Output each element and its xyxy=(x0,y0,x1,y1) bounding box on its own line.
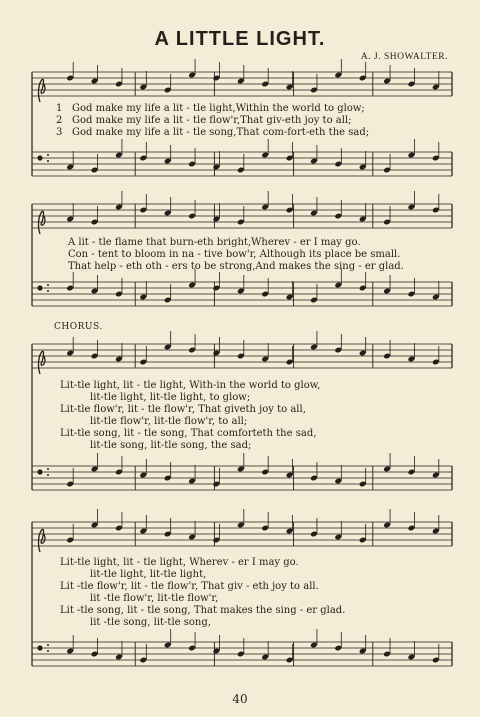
lyric-line: Lit -tle flow'r, lit - tle flow'r, That giv - eth joy to all. xyxy=(60,581,319,592)
lyric-line: Lit-tle light, lit - tle light, Wherev - er I may go. xyxy=(60,557,299,568)
chorus-label: CHORUS. xyxy=(54,322,103,332)
lyric-line: God make my life a lit - tle light,Within the world to glow; xyxy=(72,103,365,114)
composer-credit: A. J. SHOWALTER. xyxy=(360,52,448,62)
lyric-line: Lit-tle song, lit - tle song, That comforteth the sad, xyxy=(60,428,317,439)
bass-clef-icon xyxy=(47,160,49,162)
bass-clef-icon xyxy=(47,290,49,292)
lyric-line: lit -tle flow'r, lit-tle flow'r, xyxy=(90,593,219,604)
verse-number: 3 xyxy=(56,127,63,138)
lyric-line: Lit-tle light, lit - tle light, With-in the world to glow, xyxy=(60,380,321,391)
bass-clef-icon xyxy=(47,644,49,646)
bass-clef-icon xyxy=(37,645,42,650)
bass-clef-icon xyxy=(47,154,49,156)
bass-clef-icon xyxy=(47,474,49,476)
lyric-line: lit-tle light, lit-tle light, xyxy=(90,569,207,580)
lyric-line: God make my life a lit - tle flow'r,That giv-eth joy to all; xyxy=(72,115,352,126)
lyric-line: lit-tle flow'r, lit-tle flow'r, to all; xyxy=(90,416,248,427)
lyric-line: Lit -tle song, lit - tle song, That makes the sing - er glad. xyxy=(60,605,346,616)
lyric-line: lit -tle song, lit-tle song, xyxy=(90,617,211,628)
bass-clef-icon xyxy=(47,284,49,286)
treble-clef-icon xyxy=(38,351,44,374)
bass-clef-icon xyxy=(47,650,49,652)
lyric-line: lit-tle song, lit-tle song, the sad; xyxy=(90,440,252,451)
treble-clef-icon xyxy=(38,211,44,234)
bass-clef-icon xyxy=(37,469,42,474)
lyric-line: Lit-tle flow'r, lit - tle flow'r, That giveth joy to all, xyxy=(60,404,306,415)
page-number: 40 xyxy=(232,692,248,706)
page-title: A LITTLE LIGHT. xyxy=(154,28,326,50)
lyric-line: That help - eth oth - ers to be strong,And makes the sing - er glad. xyxy=(68,261,404,272)
bass-clef-icon xyxy=(37,285,42,290)
lyric-line: God make my life a lit - tle song,That com-fort-eth the sad; xyxy=(72,127,370,138)
verse-number: 2 xyxy=(56,115,63,126)
treble-clef-icon xyxy=(38,79,44,102)
bass-clef-icon xyxy=(47,468,49,470)
treble-clef-icon xyxy=(38,529,44,552)
lyric-line: A lit - tle flame that burn-eth bright,Wherev - er I may go. xyxy=(68,237,361,248)
bass-clef-icon xyxy=(37,155,42,160)
lyric-line: Con - tent to bloom in na - tive bow'r, Although its place be small. xyxy=(68,249,401,260)
verse-number: 1 xyxy=(56,103,63,114)
lyric-line: lit-tle light, lit-tle light, to glow; xyxy=(90,392,251,403)
